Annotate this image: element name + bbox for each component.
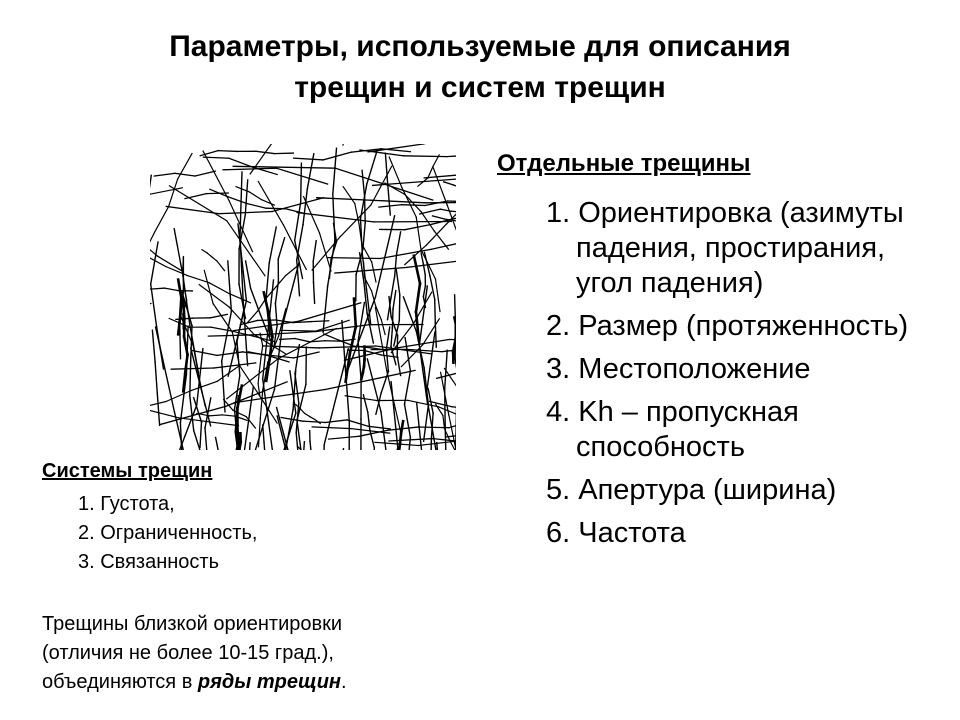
slide-title	[0, 26, 960, 108]
fracture-line	[389, 157, 402, 187]
list-item: 5. Апертура (ширина)	[546, 474, 837, 506]
fracture-line	[165, 288, 179, 291]
fracture-line	[154, 173, 175, 176]
fracture-line	[272, 198, 323, 212]
fracture-line	[260, 390, 262, 418]
fracture-line	[310, 417, 316, 420]
fracture-line	[433, 216, 445, 219]
fracture-line	[166, 206, 219, 213]
fracture-line	[455, 358, 456, 391]
fracture-line	[388, 184, 391, 215]
list-item: 2. Ограниченность,	[78, 522, 258, 544]
fracture-sets-note	[42, 610, 462, 697]
fracture-systems-heading: Системы трещин	[42, 460, 213, 482]
fracture-line	[386, 327, 389, 349]
fracture-line	[324, 334, 339, 340]
fracture-line	[405, 404, 411, 437]
note-line-3-prefix: объединяются в	[42, 671, 198, 693]
fracture-line	[210, 415, 223, 416]
single-fractures-heading: Отдельные трещины	[497, 150, 751, 177]
fracture-line	[325, 420, 347, 423]
fracture-line	[391, 328, 392, 347]
fracture-line	[343, 187, 355, 204]
fracture-line	[324, 349, 348, 445]
fracture-line	[385, 153, 387, 184]
fracture-line	[430, 276, 435, 300]
slide-title-line-2: трещин и систем трещин	[294, 71, 666, 104]
fracture-line	[387, 371, 401, 434]
fracture-line	[154, 207, 168, 233]
fracture-line	[452, 407, 456, 410]
fracture-line	[157, 327, 164, 369]
fracture-line	[454, 185, 456, 189]
fracture-line	[216, 438, 228, 451]
fracture-line	[397, 232, 401, 254]
fracture-line	[433, 168, 447, 205]
fracture-line	[151, 242, 158, 284]
fracture-line	[205, 428, 207, 450]
fracture-line	[423, 286, 425, 297]
fracture-line	[218, 151, 237, 152]
fracture-line	[328, 258, 380, 259]
fracture-line	[247, 204, 266, 209]
fracture-line	[261, 346, 263, 359]
fracture-line	[283, 263, 299, 326]
fracture-line	[343, 144, 347, 145]
fracture-line	[261, 200, 274, 206]
fracture-line	[207, 253, 212, 257]
fracture-line	[371, 200, 425, 203]
fracture-line	[227, 221, 265, 276]
single-fractures-list	[546, 196, 946, 559]
fracture-line	[199, 285, 229, 307]
fracture-network-figure	[150, 144, 456, 450]
fracture-line	[314, 282, 315, 303]
fracture-line	[210, 314, 227, 317]
fracture-line	[277, 416, 285, 448]
fracture-line	[228, 197, 247, 204]
note-line-3	[42, 668, 462, 697]
fracture-line	[277, 168, 328, 184]
fracture-line	[372, 262, 376, 282]
fracture-line	[171, 368, 213, 369]
fracture-line	[249, 443, 250, 450]
fracture-line	[305, 413, 310, 416]
fracture-line	[264, 442, 265, 450]
fracture-line	[243, 301, 247, 365]
fracture-line	[325, 370, 415, 389]
fracture-line	[310, 441, 311, 450]
fracture-line	[381, 320, 385, 335]
fracture-line	[223, 168, 276, 170]
fracture-line	[436, 279, 441, 312]
fracture-line	[168, 179, 177, 207]
fracture-line	[400, 433, 401, 445]
fracture-line	[389, 427, 419, 430]
fracture-line	[451, 211, 456, 212]
fracture-line	[175, 173, 195, 176]
fracture-line	[388, 447, 398, 450]
fracture-line	[221, 266, 225, 271]
fracture-line	[368, 426, 390, 429]
fracture-line	[402, 205, 425, 206]
fracture-line	[300, 409, 304, 414]
fracture-line	[354, 299, 356, 327]
fracture-line	[281, 330, 316, 331]
note-line-1: Трещины близкой ориентировки	[42, 613, 343, 635]
fracture-line	[333, 148, 337, 194]
fracture-line	[269, 227, 276, 263]
fracture-line	[150, 175, 151, 193]
fracture-line	[312, 427, 351, 429]
note-line-3-suffix: .	[341, 671, 347, 693]
fracture-line	[240, 366, 259, 395]
fracture-line	[313, 241, 316, 262]
fracture-line	[403, 156, 447, 157]
fracture-line	[245, 180, 247, 215]
fracture-line	[276, 276, 286, 288]
slide-title-line-1: Параметры, используемые для описания	[169, 30, 791, 63]
fracture-line	[151, 288, 165, 289]
fracture-line	[396, 269, 400, 295]
fracture-line	[444, 182, 454, 185]
fracture-line	[199, 376, 205, 406]
fracture-line	[183, 300, 184, 318]
fracture-line	[416, 284, 420, 312]
fracture-line	[393, 291, 396, 310]
fracture-line	[204, 270, 213, 303]
fracture-line	[336, 168, 433, 200]
fracture-line	[435, 323, 436, 347]
fracture-line	[234, 390, 325, 403]
fracture-line	[259, 419, 261, 447]
fracture-line	[448, 201, 456, 202]
list-item: 1. Ориентировка (азимуты падения, простирания, угол падения)	[546, 197, 904, 299]
fracture-line	[455, 329, 456, 340]
fracture-line	[414, 256, 420, 284]
fracture-line	[397, 356, 400, 376]
fracture-line	[151, 284, 157, 326]
fracture-line	[251, 288, 261, 314]
list-item: 4. Kh – пропускная способность	[546, 396, 799, 463]
fracture-line	[374, 448, 375, 450]
list-item: 6. Частота	[546, 517, 686, 549]
fracture-line	[278, 238, 284, 259]
fracture-line	[157, 394, 159, 426]
fracture-line	[200, 422, 202, 447]
fracture-line	[380, 249, 431, 258]
fracture-line	[363, 223, 365, 249]
list-item: 3. Местоположение	[546, 353, 811, 385]
fracture-line	[280, 339, 295, 340]
fracture-line	[317, 198, 371, 201]
fracture-line	[150, 303, 151, 323]
fracture-line	[250, 144, 275, 174]
fracture-line	[303, 189, 307, 225]
fracture-line	[375, 308, 386, 371]
fracture-line	[320, 233, 332, 271]
fracture-line	[323, 286, 328, 332]
fracture-sets-term: ряды трещин	[197, 671, 342, 693]
fracture-line	[169, 186, 226, 221]
fracture-line	[233, 166, 335, 168]
fracture-line	[363, 395, 367, 412]
fracture-line	[295, 339, 310, 342]
fracture-line	[194, 431, 205, 451]
fracture-line	[294, 158, 324, 160]
fracture-line	[222, 361, 225, 412]
fracture-network-icon	[150, 144, 456, 450]
fracture-line	[249, 192, 261, 200]
fracture-line	[150, 233, 154, 259]
fracture-line	[381, 149, 410, 152]
fracture-line	[295, 202, 301, 240]
fracture-line	[443, 416, 445, 429]
fracture-line	[403, 297, 416, 332]
fracture-line	[180, 298, 181, 316]
fracture-line	[436, 404, 443, 415]
fracture-line	[435, 299, 436, 323]
fracture-line	[405, 371, 411, 404]
fracture-line	[379, 205, 402, 207]
fracture-line	[362, 170, 365, 196]
list-item: 3. Связанность	[78, 551, 219, 573]
fracture-line	[447, 154, 456, 157]
fracture-line	[303, 421, 325, 422]
fracture-line	[346, 297, 376, 375]
fracture-line	[191, 381, 217, 390]
fracture-line	[275, 153, 294, 154]
fracture-line	[341, 449, 344, 450]
fracture-line	[368, 412, 370, 430]
fracture-line	[329, 436, 359, 439]
fracture-line	[222, 415, 235, 416]
fracture-line	[152, 330, 155, 362]
fracture-line	[430, 209, 440, 211]
fracture-line	[301, 163, 302, 202]
note-line-2: (отличия не более 10-15 град.),	[42, 642, 334, 664]
fracture-line	[214, 363, 256, 368]
fracture-line	[286, 209, 305, 214]
fracture-line	[311, 321, 329, 322]
fracture-line	[275, 304, 277, 326]
fracture-line	[391, 276, 395, 298]
fracture-line	[266, 263, 269, 300]
fracture-line	[361, 373, 363, 379]
fracture-line	[323, 152, 352, 160]
fracture-line	[322, 445, 325, 450]
fracture-line	[246, 261, 251, 288]
fracture-line	[417, 402, 426, 450]
fracture-line	[228, 261, 232, 312]
fracture-line	[408, 400, 439, 407]
fracture-line	[202, 250, 207, 253]
fracture-line	[347, 420, 368, 426]
fracture-line	[428, 166, 433, 178]
fracture-line	[405, 338, 410, 371]
list-item: 1. Густота,	[78, 493, 175, 515]
list-item: 2. Размер (протяженность)	[546, 310, 909, 342]
fracture-line	[266, 359, 269, 381]
fracture-line	[399, 295, 400, 321]
fracture-line	[225, 382, 287, 407]
fracture-line	[195, 171, 215, 176]
fracture-line	[423, 319, 440, 345]
fracture-line	[297, 225, 303, 260]
fracture-line	[399, 444, 400, 450]
fracture-line	[259, 358, 261, 371]
fracture-line	[401, 421, 403, 433]
fracture-line	[229, 294, 250, 303]
fracture-line	[283, 225, 306, 270]
fracture-systems-list	[78, 490, 257, 577]
fracture-line	[298, 303, 361, 322]
fracture-line	[401, 345, 423, 367]
fracture-line	[258, 182, 283, 225]
fracture-line	[150, 256, 166, 267]
fracture-line	[209, 283, 229, 294]
fracture-line	[212, 257, 217, 261]
fracture-line	[155, 362, 157, 394]
fracture-line	[302, 442, 304, 450]
fracture-line	[424, 405, 429, 442]
fracture-line	[364, 262, 365, 277]
fracture-line	[217, 261, 221, 266]
fracture-line	[178, 280, 181, 298]
fracture-line	[239, 442, 241, 450]
